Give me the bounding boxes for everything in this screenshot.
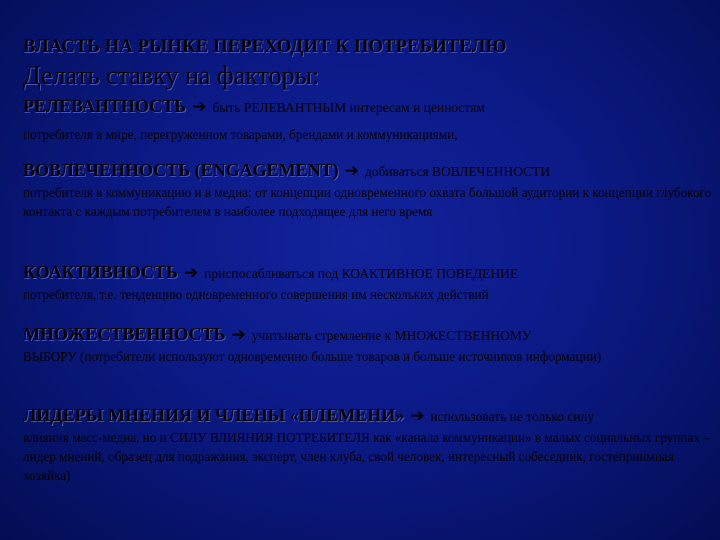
arrow-right-icon: ➔	[344, 161, 359, 180]
factor-block-multiplicity	[23, 324, 718, 366]
arrow-right-icon: ➔	[410, 406, 425, 425]
factor-description: потребителя в мире, перегруженном товарами, брендами и коммуникациями,	[23, 127, 458, 142]
slide-subtitle: Делать ставку на факторы:	[23, 61, 320, 90]
factor-keyword: ВОВЛЕЧЕННОСТЬ (ENGAGEMENT)	[23, 160, 339, 180]
factor-description: потребителя, т.е. тенденцию одновременного совершения им нескольких действий	[23, 287, 489, 302]
factor-block-relevance	[23, 96, 718, 144]
arrow-right-icon: ➔	[231, 325, 246, 344]
slide-title: ВЛАСТЬ НА РЫНКЕ ПЕРЕХОДИТ К ПОТРЕБИТЕЛЮ	[23, 37, 507, 57]
arrow-right-icon: ➔	[183, 263, 199, 282]
factor-block-engagement	[23, 160, 718, 221]
factor-keyword: РЕЛЕВАНТНОСТЬ	[23, 96, 187, 116]
factor-description: влияния масс-медиа, но и СИЛУ ВЛИЯНИЯ ПОТРЕБИТЕЛЯ как «канала коммуникации» в малых социальных группах – лидер мнений, образец для подражания, эксперт, член клуба, свой человек, интересный собеседник, гостеприимная хозяйка)	[23, 430, 710, 483]
factor-lead: приспосабливаться под КОАКТИВНОЕ ПОВЕДЕНИЕ	[204, 266, 519, 281]
factor-lead: учитывать стремление к МНОЖЕСТВЕННОМУ	[251, 328, 532, 343]
factor-block-opinion-leaders	[23, 405, 718, 485]
factor-description: ВЫБОРУ (потребители используют одновременно больше товаров и больше источников информации)	[23, 349, 602, 364]
factor-keyword: ЛИДЕРЫ МНЕНИЯ И ЧЛЕНЫ «ПЛЕМЕНИ»	[23, 405, 405, 425]
factor-lead: добиваться ВОВЛЕЧЕННОСТИ	[364, 164, 551, 179]
factor-lead: использовать не только силу	[430, 409, 595, 424]
factor-description: потребителя в коммуникацию и в медиа: от концепции одновременного охвата большой аудитории к концепции глубокого контакта с каждым потребителем в наиболее подходящее для него время	[23, 185, 712, 219]
factor-keyword: КОАКТИВНОСТЬ	[23, 262, 178, 282]
factor-block-coactivity	[23, 262, 718, 304]
factor-keyword: МНОЖЕСТВЕННОСТЬ	[23, 324, 226, 344]
arrow-right-icon: ➔	[192, 97, 207, 116]
factor-lead: быть РЕЛЕВАНТНЫМ интересам и ценностям	[212, 100, 485, 115]
